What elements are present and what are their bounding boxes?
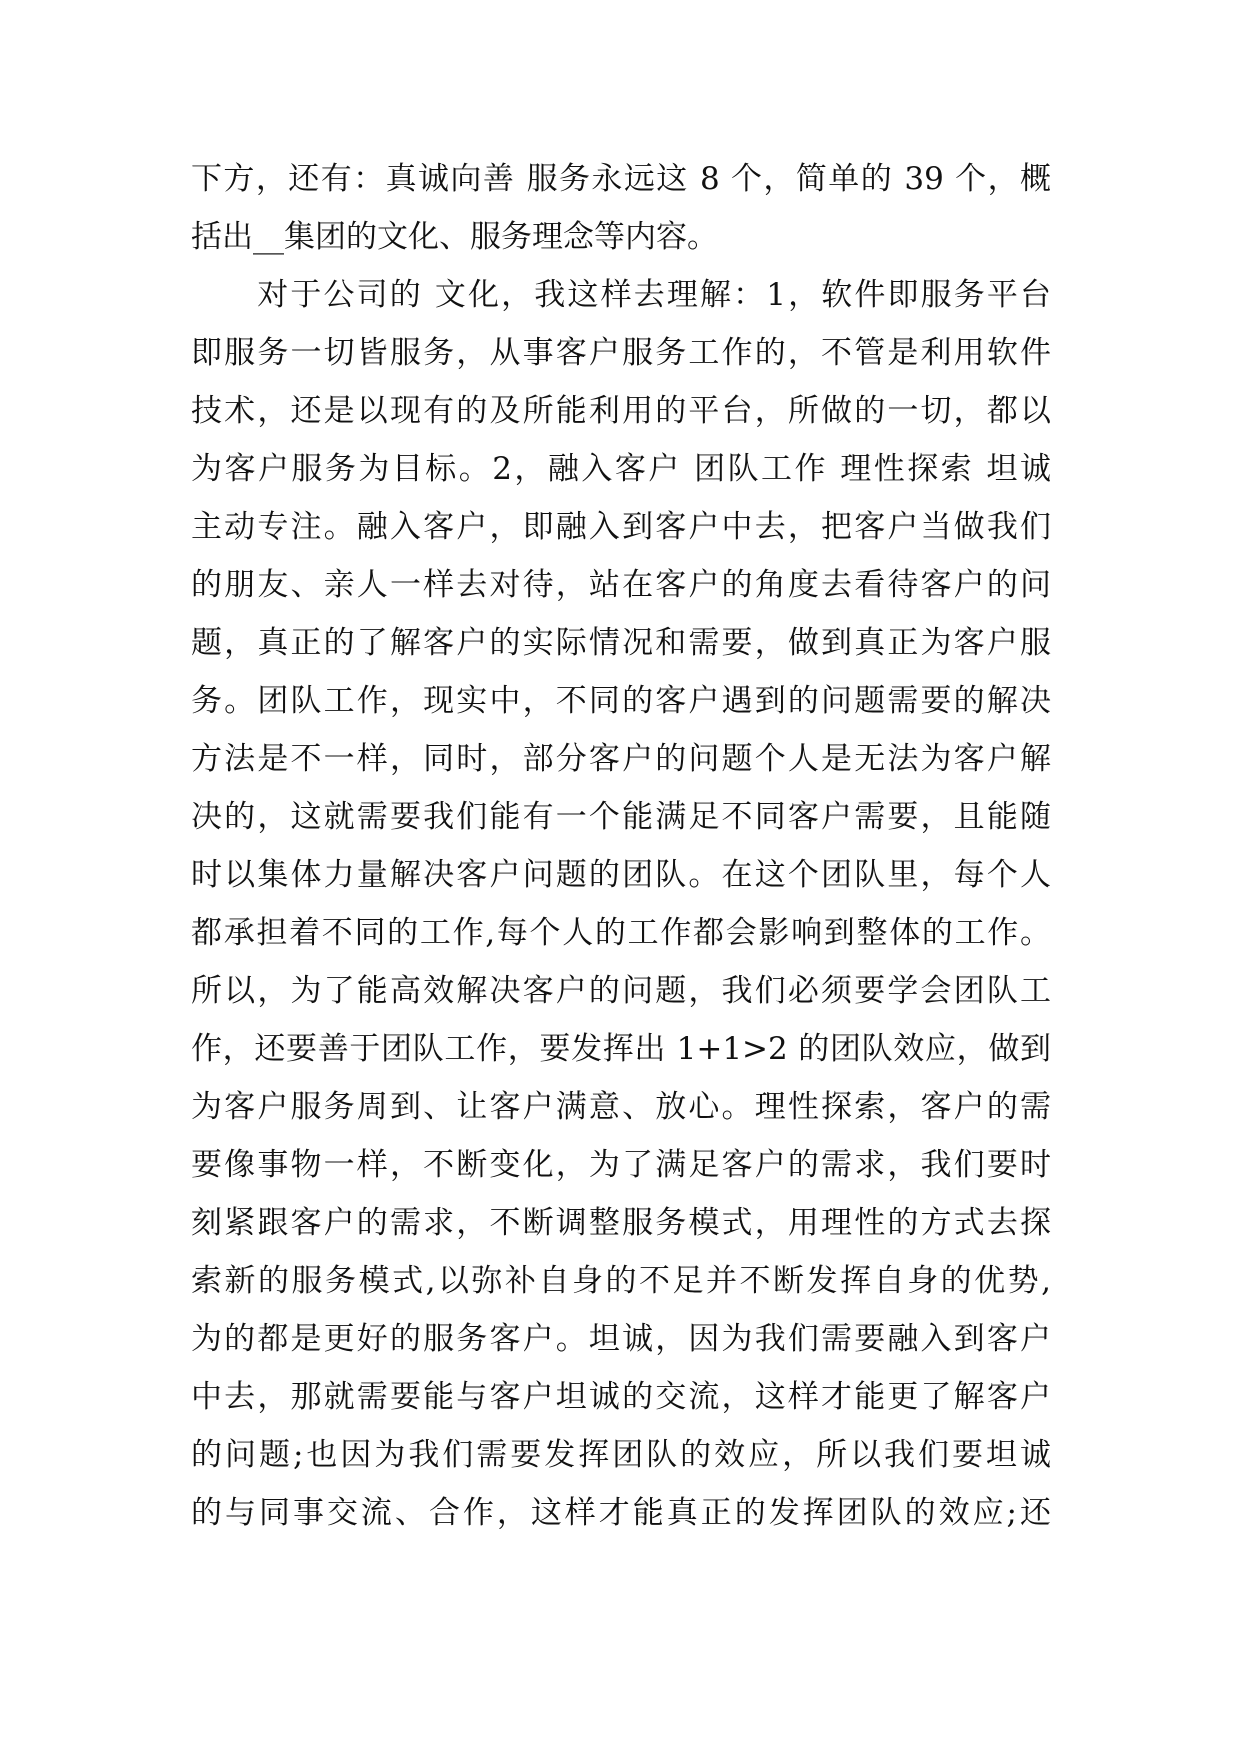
- text-line: 务。团队工作，现实中，不同的客户遇到的问题需要的解决: [191, 683, 1051, 719]
- text-line: 即服务一切皆服务，从事客户服务工作的，不管是利用软件: [191, 335, 1051, 371]
- text-line: 主动专注。融入客户，即融入到客户中去，把客户当做我们: [191, 509, 1051, 545]
- text-line: 的朋友、亲人一样去对待，站在客户的角度去看待客户的问: [191, 567, 1051, 603]
- text-line: 括出__集团的文化、服务理念等内容。: [191, 219, 718, 255]
- text-line: 题，真正的了解客户的实际情况和需要，做到真正为客户服: [191, 625, 1051, 661]
- text-line: 的与同事交流、合作，这样才能真正的发挥团队的效应;还: [191, 1495, 1051, 1531]
- text-line: 都承担着不同的工作,每个人的工作都会影响到整体的工作。: [191, 915, 1051, 951]
- text-line: 的问题;也因为我们需要发挥团队的效应，所以我们要坦诚: [191, 1437, 1051, 1473]
- text-line: 要像事物一样，不断变化，为了满足客户的需求，我们要时: [191, 1147, 1051, 1183]
- text-line: 方法是不一样，同时，部分客户的问题个人是无法为客户解: [191, 741, 1051, 777]
- text-line: 刻紧跟客户的需求，不断调整服务模式，用理性的方式去探: [191, 1205, 1051, 1241]
- text-line: 为客户服务为目标。2，融入客户 团队工作 理性探索 坦诚: [191, 451, 1051, 487]
- text-line: 决的，这就需要我们能有一个能满足不同客户需要，且能随: [191, 799, 1051, 835]
- body-text: [191, 150, 1051, 1542]
- text-line: 作，还要善于团队工作，要发挥出 1+1>2 的团队效应，做到: [191, 1031, 1051, 1067]
- text-line: 所以，为了能高效解决客户的问题，我们必须要学会团队工: [191, 973, 1051, 1009]
- text-line: 对于公司的 文化，我这样去理解：1，软件即服务平台: [191, 277, 1051, 313]
- text-line: 中去，那就需要能与客户坦诚的交流，这样才能更了解客户: [191, 1379, 1051, 1415]
- text-line: 索新的服务模式,以弥补自身的不足并不断发挥自身的优势,: [191, 1263, 1051, 1299]
- text-line: 时以集体力量解决客户问题的团队。在这个团队里，每个人: [191, 857, 1051, 893]
- text-line: 下方，还有：真诚向善 服务永远这 8 个，简单的 39 个，概: [191, 161, 1051, 197]
- text-line: 为的都是更好的服务客户。坦诚，因为我们需要融入到客户: [191, 1321, 1051, 1357]
- text-line: 为客户服务周到、让客户满意、放心。理性探索，客户的需: [191, 1089, 1051, 1125]
- text-line: 技术，还是以现有的及所能利用的平台，所做的一切，都以: [191, 393, 1051, 429]
